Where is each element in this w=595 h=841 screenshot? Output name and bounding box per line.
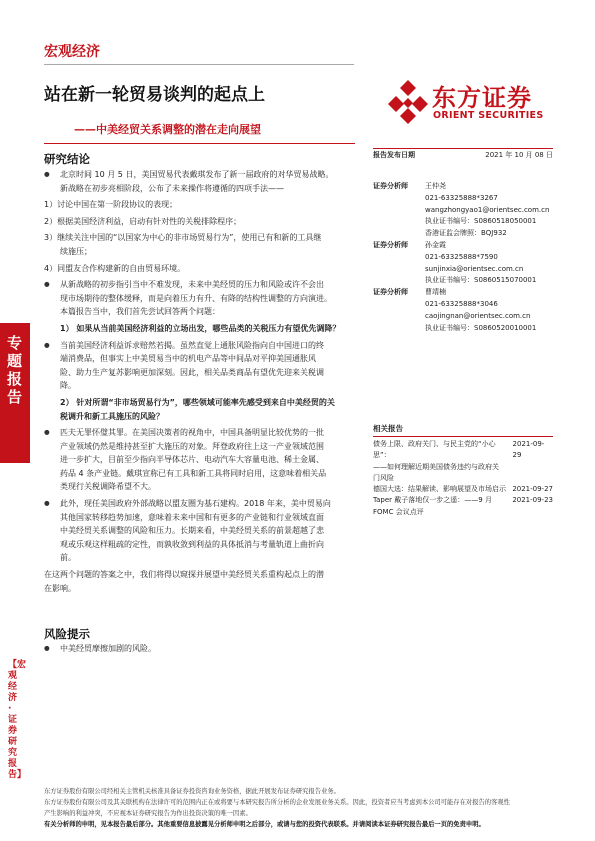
list-item: 4）同盟友合作构建新的自由贸易环境。 <box>44 263 186 273</box>
bullet-paragraph: ● 北京时间 10 月 5 日，美国贸易代表戴琪发布了新一届政府的对华贸易战略。 新战略在初步亮相阶段，公布了未来操作将遵循的四项手法—— <box>44 168 362 195</box>
related-item[interactable]: 债务上限、政府关门、与民主党的“小心思”： 2021-09-29 <box>373 440 545 460</box>
related-item[interactable]: 德国大选：结果解读、影响展望及市场启示 2021-09-27 <box>373 485 553 494</box>
closing-paragraph: 在这两个问题的答案之中，我们将得以窥探并展望中美经贸关系重构起点上的潜 在影响。 <box>44 570 324 593</box>
related-list: 债务上限、政府关门、与民主党的“小心思”： 2021-09-29 ——如何理解近期美国债务违约与政府关 门风险 德国大选：结果解读、影响展望及市场启示 2021-09-27 Taper 戴子落地仅一步之遥：——9 月 2021-09-23 FOMC 会议点评 <box>373 440 553 516</box>
list-item: 1）讨论中国在第一阶段协议的表现； <box>44 200 178 210</box>
question-1: 1） 如果从当前美国经济利益的立场出发，哪些品类的关税压力有望优先调降？ <box>60 323 341 333</box>
analyst-info: 孙金霞 021-63325888*7590 sunjinxia@orientsec.com.cn 执业证书编号：S0860515070001 <box>425 240 537 285</box>
logo-name-cn: 东方证券 <box>432 84 532 112</box>
side-bottom-label: 【宏观经济·证券研究报告】 <box>8 660 27 780</box>
risk-heading: 风险提示 <box>44 627 90 641</box>
report-title: 站在新一轮贸易谈判的起点上 <box>44 85 265 105</box>
analyst-info: 王仲尧 021-63325888*3267 wangzhongyao1@orientsec.com.cn 执业证书编号：S0860518050001 香港证监会牌照：BQJ932 <box>425 182 550 238</box>
risk-item: ● 中美经贸摩擦加剧的风险。 <box>44 642 362 656</box>
analyst-email-link[interactable]: caojingnan@orientsec.com.cn <box>425 311 531 320</box>
question-2: 2） 针对所谓“非市场贸易行为”，哪些领域可能率先感受到来自中美经贸的关 税调升和新工具施压的风险？ <box>60 397 335 421</box>
list-item-cont: 续施压； <box>60 246 92 256</box>
report-subtitle: ——中美经贸关系调整的潜在走向展望 <box>74 123 261 136</box>
analyst-email-link[interactable]: wangzhongyao1@orientsec.com.cn <box>425 205 550 214</box>
bullet-paragraph: ● 此外，现任美国政府外部战略以盟友圈为基石建构。2018 年来，美中贸易向 其他国家转移趋势加速，意味着未来中国和有更多的产业链和行业领域直面 中美经贸关系调整的风险和压力。长期来看，中美经贸关系的前景超越了悲 观或乐观这样粗疏的定性，而孰收敛到利益的具体抵消与考量轨道上曲折向 前。 <box>44 497 362 565</box>
bullet-paragraph: ● 从新战略的初步指引当中不难发现，未来中美经贸的压力和风险或许不会出 现市场期待的整体缓释，而是向着压力有升、有降的结构性调整的方向演进。 本篇报告当中，我们首先尝试回答两个问题： <box>44 278 362 319</box>
section-label: 宏观经济 <box>44 44 100 60</box>
conclusion-body <box>44 168 362 595</box>
risk-body <box>44 642 362 656</box>
right-divider <box>373 148 553 149</box>
conclusion-heading: 研究结论 <box>44 152 90 166</box>
side-tab-label: 专题报告 <box>7 334 23 406</box>
date-label: 报告发布日期 <box>373 151 415 159</box>
top-divider <box>44 64 354 65</box>
disclaimer-footer: 东方证券股份有限公司经相关主管机关核准具备证券投资咨询业务资格，据此开展发布证券研究报告业务。 东方证券股份有限公司及其关联机构在法律许可的范围内正在或将要与本研究报告所分析的企业发展业务关系。因此，投资者应当考虑到本公司可能存在对报告的客观性 产生影响的利益冲突，不应视本证券研究报告为作出投资决策的唯一因素。 有关分析师的申明，见本报告最后部分。其他重要信息披露见分析师申明之后部分，或请与您的投资代表联系。并请阅读本证券研究报告最后一页的免责申明。 <box>44 788 510 828</box>
logo-name-en: ORIENT SECURITIES <box>433 110 544 121</box>
analyst-info: 曹靖楠 021-63325888*3046 caojingnan@orientsec.com.cn 执业证书编号：S0860520010001 <box>425 288 537 332</box>
title-divider <box>44 143 355 144</box>
related-divider <box>373 436 553 437</box>
bullet-paragraph: ● 匹夫无罪怀璧其罪。在美国决策者的视角中，中国具备明显比较优势的一批 产业领域仍然是维持甚至扩大施压的对象。拜登政府往上这一产业领域范围 进一步扩大，目前至少指向半导体芯片、电动汽车大容量电池、稀土金属、 药品 4 条产业链。戴琪宣称已有工具和新工具将同时启用，这意味着相关品 类现行关税调降希望不大。 <box>44 426 362 494</box>
orient-securities-logo-icon <box>386 76 430 124</box>
analyst-block: 证券分析师 王仲尧 021-63325888*3267 wangzhongyao1@orientsec.com.cn 执业证书编号：S0860518050001 香港证监会牌照：BQJ932 证券分析师 孙金霞 021-63325888*7590 sunjinxia@orientsec.com.cn 执业证书编号：S0860515070001 证券分析师 曹靖楠 021-63325888*3046 caojingnan@orientsec.com.cn 执业证书编号：S0860520010001 <box>373 181 553 334</box>
list-item: 2）根据美国经济利益，启动有针对性的关税排除程序； <box>44 216 242 226</box>
related-heading: 相关报告 <box>373 424 403 433</box>
date-value: 2021 年 10 月 08 日 <box>485 151 553 159</box>
related-item[interactable]: Taper 戴子落地仅一步之遥：——9 月 2021-09-23 <box>373 496 553 505</box>
bullet-paragraph: ● 当前美国经济利益诉求赔然若揭。虽然直觉上通胀风险指向自中国进口的终 端消费品，但事实上中美贸易当中的机电产品等中间品对平抑美国通胀风 险、助力生产复苏影响更加深刻。因此，相关品类商品有望优先迎来关税调 降。 <box>44 339 362 393</box>
list-item: 3）继续关注中国的“以国家为中心的非市场贸易行为”，使用已有和新的工具继 <box>44 233 322 243</box>
analyst-email-link[interactable]: sunjinxia@orientsec.com.cn <box>425 264 524 273</box>
report-date-row <box>373 150 553 162</box>
